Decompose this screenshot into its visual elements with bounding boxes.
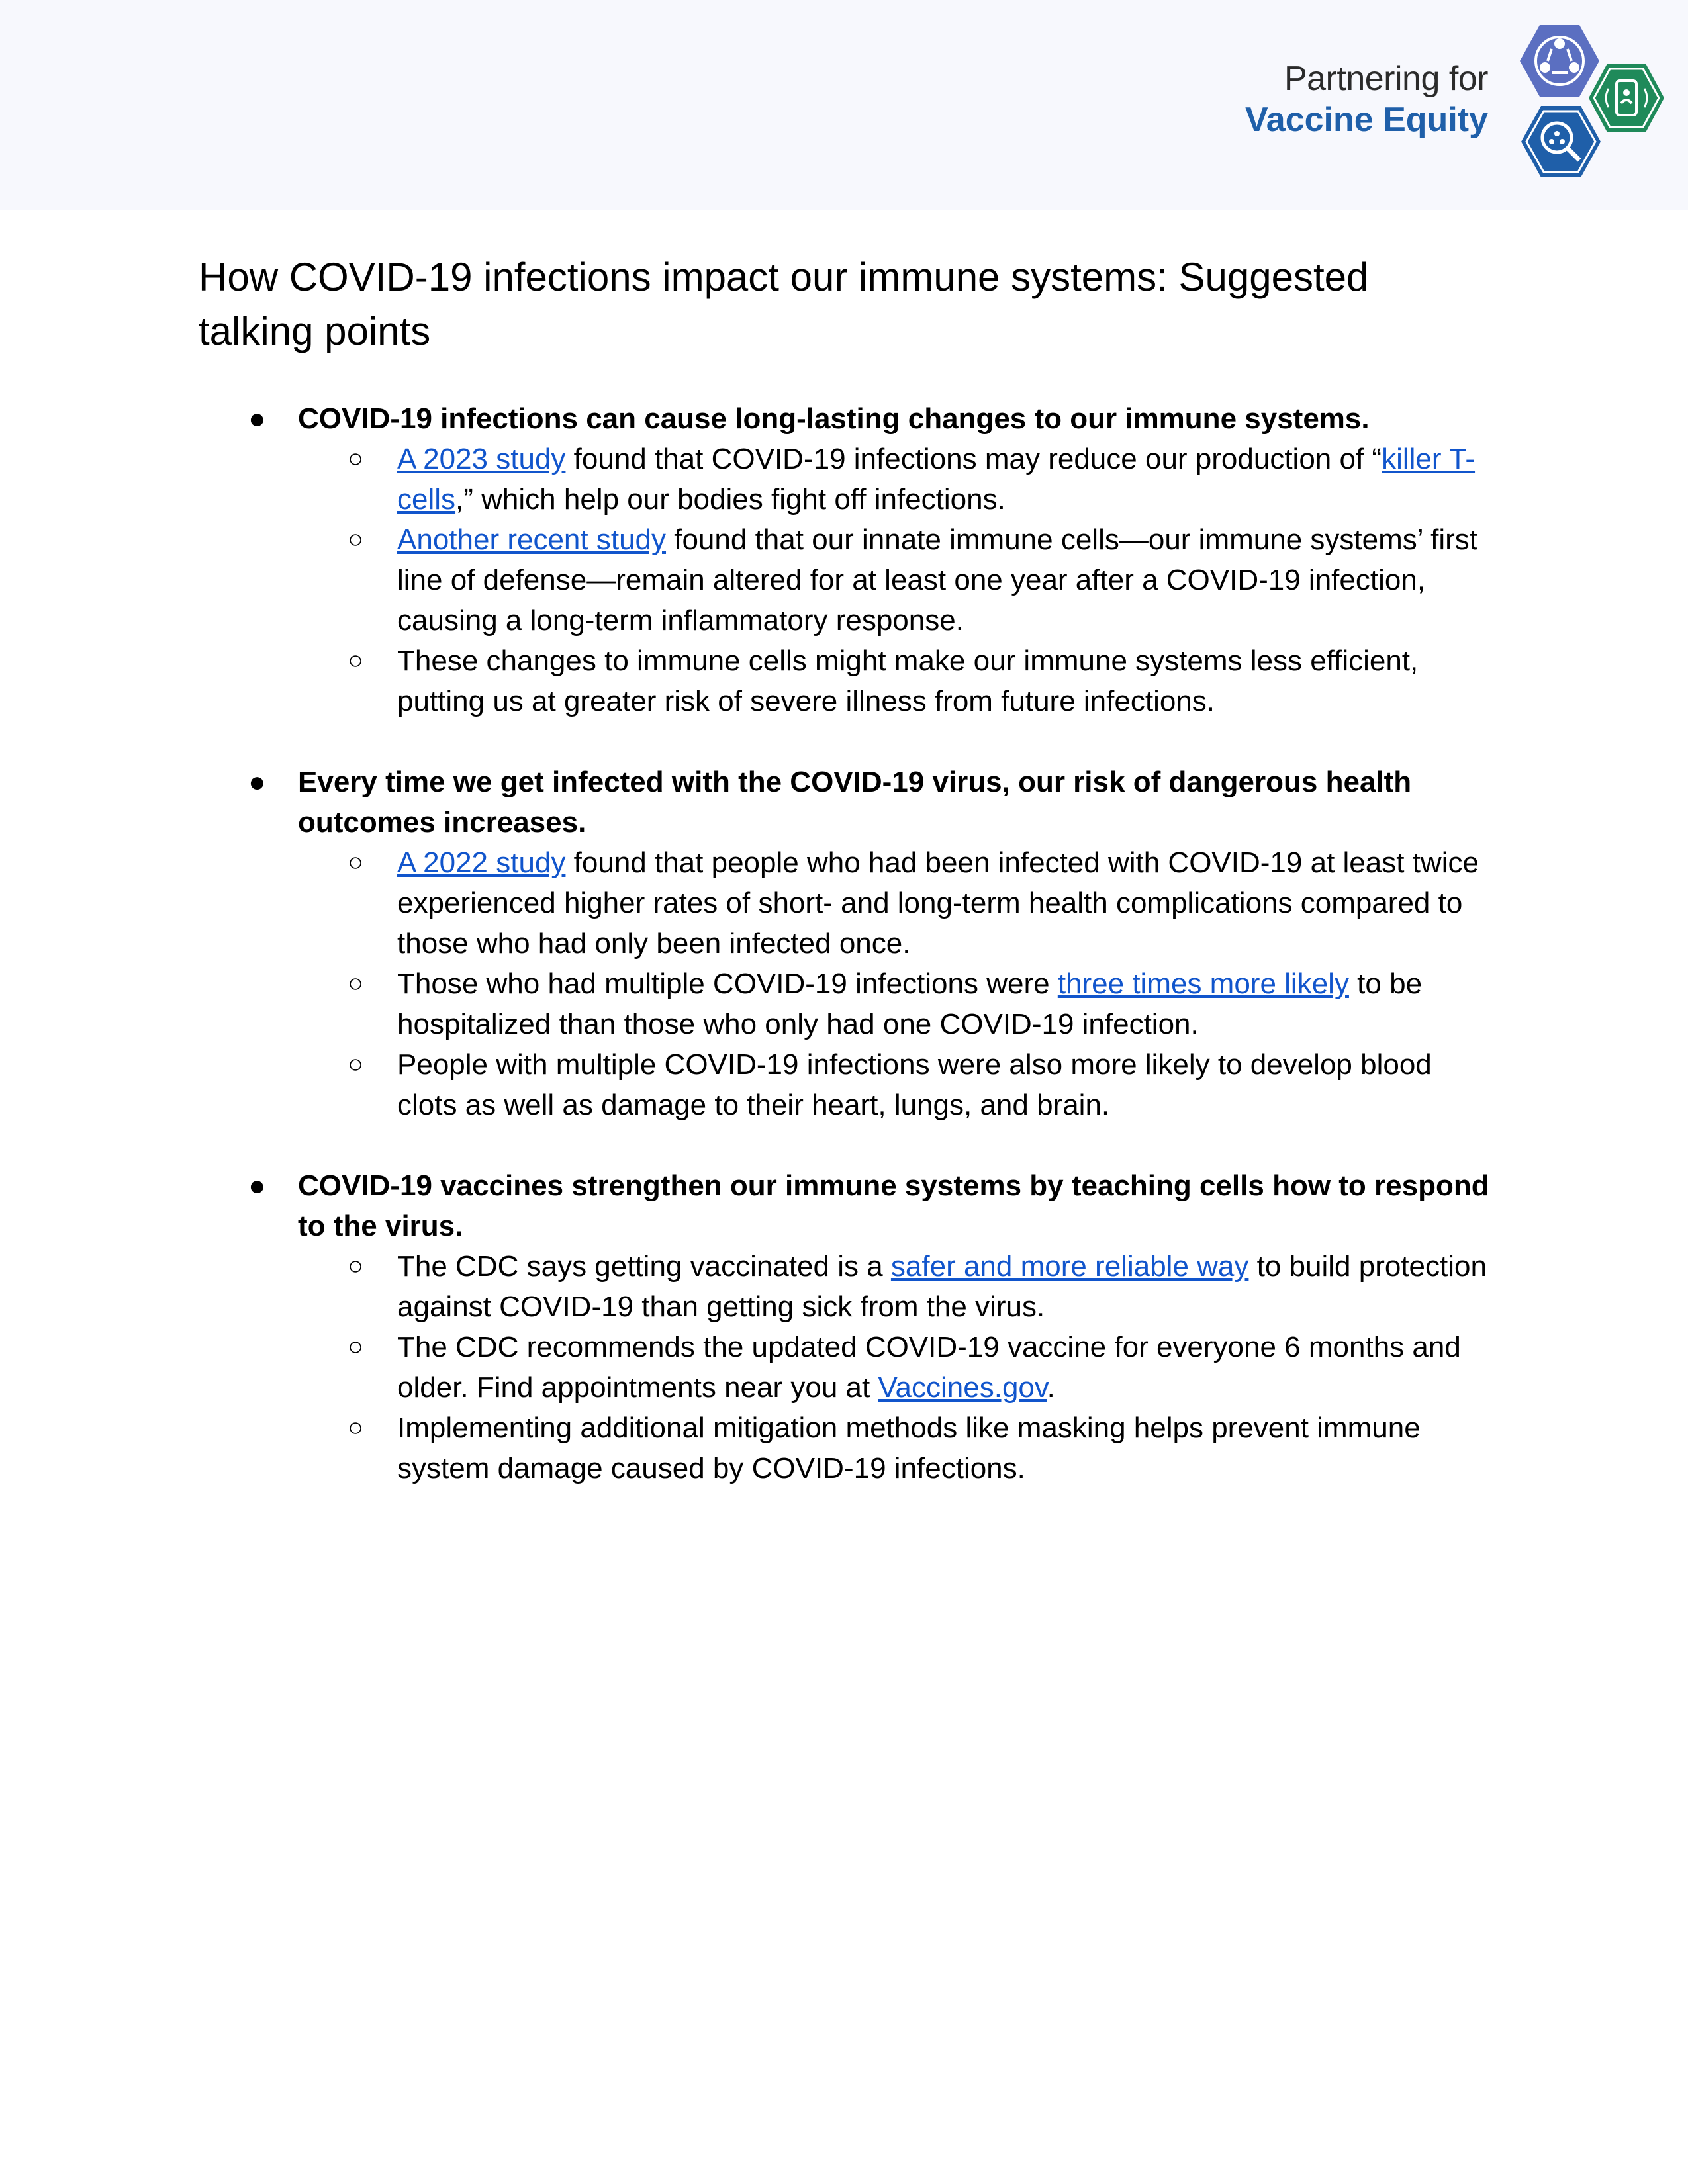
talking-points — [199, 398, 1496, 1529]
sub-bullet-icon: ○ — [348, 444, 364, 473]
page-title: How COVID-19 infections impact our immune systems: Suggested talking points — [199, 255, 1369, 353]
sub-bullet-icon: ○ — [348, 1413, 364, 1442]
item-text: The CDC recommends the updated COVID-19 vaccine for everyone 6 months and older. Find appointments near you at — [397, 1331, 1461, 1404]
sub-bullet-icon: ○ — [348, 525, 364, 554]
heading-text: COVID-19 vaccines strengthen our immune systems by teaching cells how to respond to the virus. — [298, 1169, 1489, 1242]
section-vaccines — [199, 1165, 1496, 1488]
study-2022-link[interactable]: A 2022 study — [397, 846, 566, 879]
sub-bullet-icon: ○ — [348, 1332, 364, 1361]
section-heading — [199, 1165, 1496, 1246]
bullet-icon: ● — [248, 1169, 266, 1202]
item-text: . — [1047, 1371, 1055, 1404]
sub-list — [199, 1246, 1496, 1488]
item-text: Those who had multiple COVID-19 infections were — [397, 968, 1058, 1000]
list-item — [199, 1327, 1496, 1408]
item-text: ,” which help our bodies fight off infections. — [455, 483, 1006, 516]
section-heading — [199, 398, 1496, 439]
three-times-more-likely-link[interactable]: three times more likely — [1057, 968, 1349, 1000]
section-heading — [199, 762, 1496, 842]
item-text: These changes to immune cells might make our immune systems less efficient, putting us at greater risk of severe illness from future infections. — [397, 645, 1419, 717]
list-item — [199, 842, 1496, 964]
heading-text: COVID-19 infections can cause long-lasting changes to our immune systems. — [298, 402, 1370, 435]
vaccines-gov-link[interactable]: Vaccines.gov — [878, 1371, 1047, 1404]
item-text: to be hospitalized than those who only had one COVID-19 infection. — [397, 968, 1423, 1040]
sub-bullet-icon: ○ — [348, 1251, 364, 1281]
list-item — [199, 964, 1496, 1044]
section-immune-changes — [199, 398, 1496, 721]
list-item — [199, 1408, 1496, 1488]
item-text: found that our innate immune cells—our immune systems’ first line of defense—remain altered for at least one year after a COVID-19 infection, causing a long-term inflammatory response. — [397, 523, 1477, 637]
item-text: People with multiple COVID-19 infections were also more likely to develop blood clots as well as damage to their heart, lungs, and brain. — [397, 1048, 1432, 1121]
logo-hexagons-icon — [1496, 20, 1669, 184]
header-band — [0, 0, 1688, 210]
list-item — [199, 520, 1496, 641]
item-text: The CDC says getting vaccinated is a — [397, 1250, 891, 1283]
list-item — [199, 439, 1496, 520]
logo-line-2: Vaccine Equity — [1244, 101, 1488, 139]
list-item — [199, 641, 1496, 721]
sub-bullet-icon: ○ — [348, 969, 364, 998]
sub-list — [199, 842, 1496, 1125]
search-hex-icon — [1521, 106, 1601, 177]
item-text: found that people who had been infected with COVID-19 at least twice experienced higher rates of short- and long-term health complications compared to those who had only been infected once. — [397, 846, 1479, 960]
section-reinfection-risk — [199, 762, 1496, 1125]
sub-bullet-icon: ○ — [348, 1050, 364, 1079]
phone-hex-icon — [1589, 64, 1664, 132]
list-item — [199, 1246, 1496, 1327]
killer-t-cells-link[interactable]: killer T-cells — [397, 443, 1476, 516]
item-text: Implementing additional mitigation methods like masking helps prevent immune system damage caused by COVID-19 infections. — [397, 1412, 1421, 1484]
sub-list — [199, 439, 1496, 721]
logo-wordmark — [1245, 58, 1488, 140]
bullet-icon: ● — [248, 766, 266, 798]
sub-bullet-icon: ○ — [348, 646, 364, 675]
study-2023-link[interactable]: A 2023 study — [397, 443, 566, 475]
logo-line-1: Partnering for — [1284, 60, 1488, 98]
another-recent-study-link[interactable]: Another recent study — [397, 523, 667, 556]
item-text: to build protection against COVID-19 than getting sick from the virus. — [397, 1250, 1487, 1323]
bullet-icon: ● — [248, 402, 266, 435]
community-hex-icon — [1520, 25, 1599, 97]
sub-bullet-icon: ○ — [348, 848, 364, 877]
list-item — [199, 1044, 1496, 1125]
safer-reliable-way-link[interactable]: safer and more reliable way — [890, 1250, 1249, 1283]
heading-text: Every time we get infected with the COVID-19 virus, our risk of dangerous health outcomes increases. — [298, 766, 1412, 839]
item-text: found that COVID-19 infections may reduce our production of “ — [565, 443, 1382, 475]
